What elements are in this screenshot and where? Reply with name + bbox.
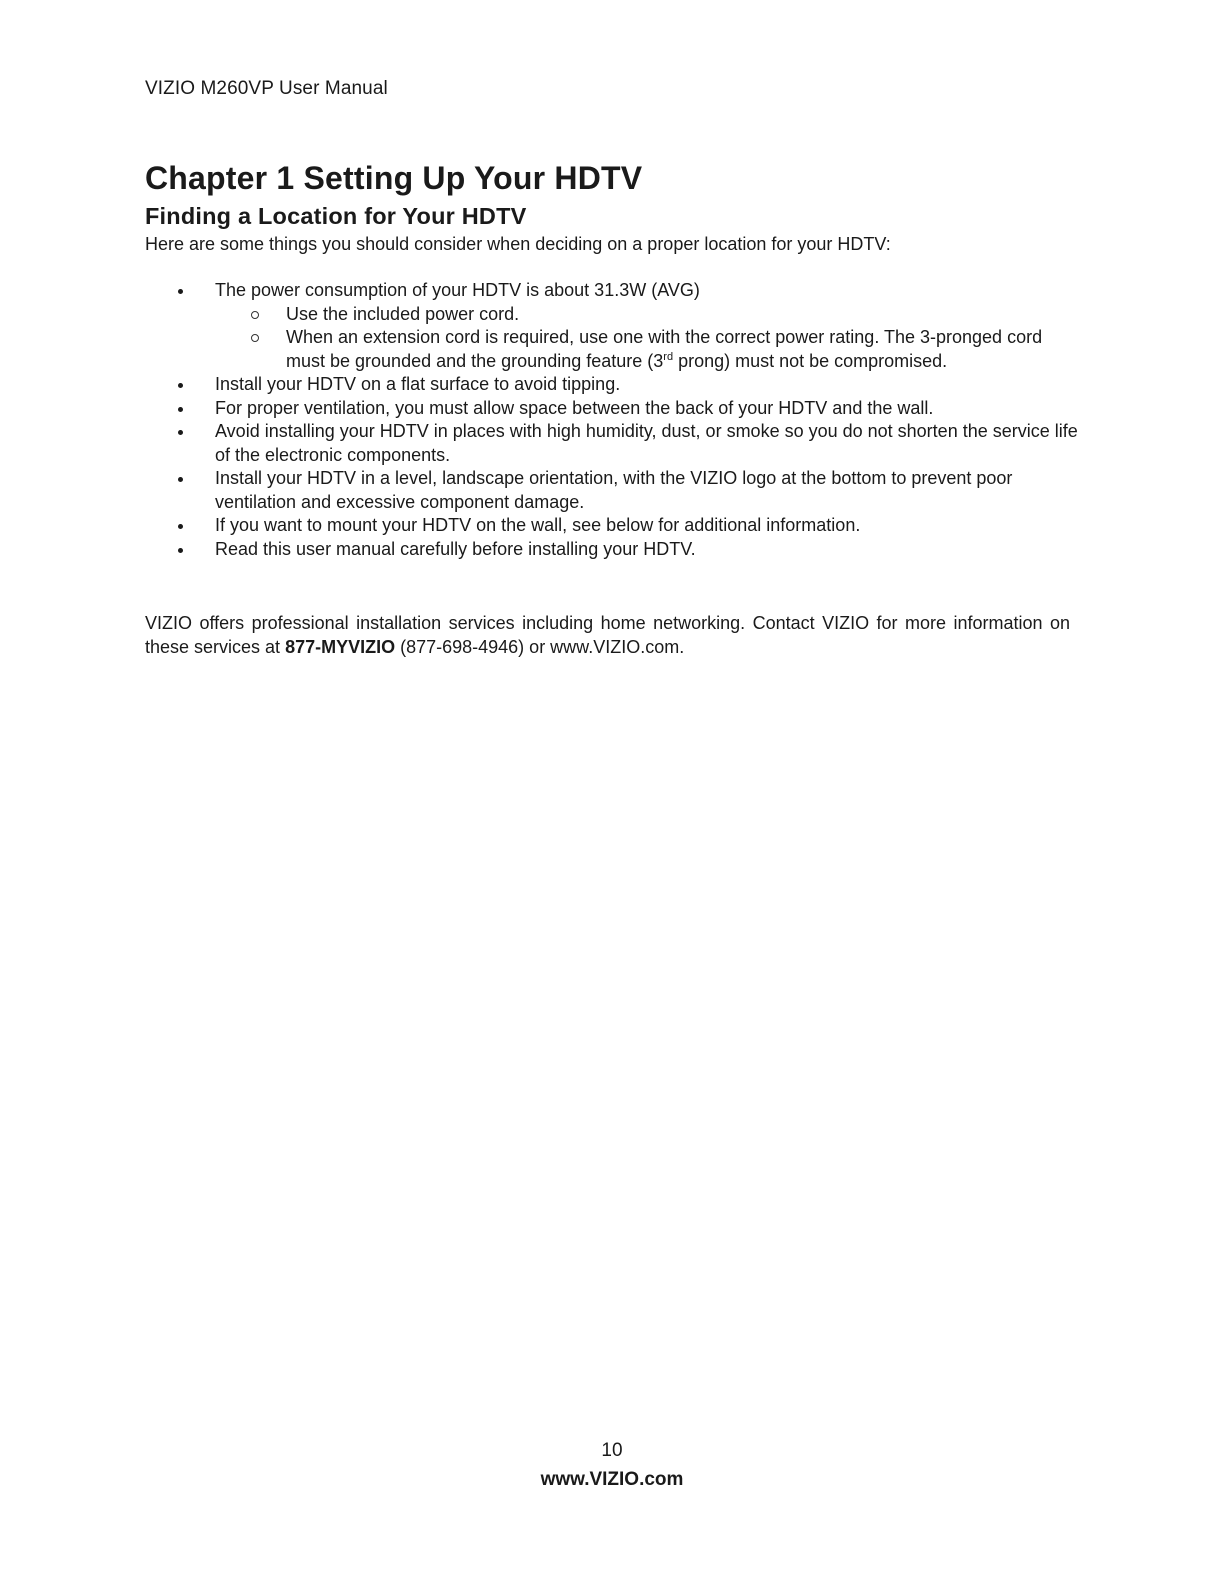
page-header: VIZIO M260VP User Manual — [145, 78, 388, 99]
ordinal-superscript: rd — [663, 350, 674, 363]
list-item-text: Install your HDTV in a level, landscape orientation, with the VIZIO logo at the bottom to prevent poor ventilation and excessive component damage. — [215, 468, 1013, 512]
list-item — [145, 467, 1085, 514]
bullet-icon — [178, 430, 183, 435]
list-item — [145, 397, 1085, 421]
list-item — [145, 538, 1085, 562]
list-item-text: Read this user manual carefully before installing your HDTV. — [215, 538, 696, 559]
list-item-text: Avoid installing your HDTV in places with high humidity, dust, or smoke so you do not shorten the service life of the electronic components. — [215, 421, 1078, 465]
bullet-icon — [178, 407, 183, 412]
closing-text-cont: (877-698-4946) or www.VIZIO.com. — [395, 636, 685, 657]
bullet-icon — [178, 289, 183, 294]
sub-list-item-text: When an extension cord is required, use one with the correct power rating. The 3-pronged cord must be grounded and the grounding feature (3 — [286, 327, 1043, 371]
page-number: 10 — [601, 1440, 623, 1461]
bullet-icon — [178, 477, 183, 482]
bullet-icon — [178, 548, 183, 553]
section-title: Finding a Location for Your HDTV — [145, 203, 527, 229]
list-item — [145, 279, 1085, 373]
list-item-text: The power consumption of your HDTV is about 31.3W (AVG) — [215, 280, 700, 300]
list-item — [145, 514, 1085, 538]
intro-paragraph: Here are some things you should consider when deciding on a proper location for your HDTV: — [145, 234, 891, 254]
hollow-bullet-icon — [251, 334, 259, 342]
closing-text: VIZIO offers professional installation services including home networking. Contact VIZIO for more information on these services at — [145, 613, 1070, 657]
location-considerations-list — [145, 279, 1085, 561]
bullet-icon — [178, 524, 183, 529]
list-item — [145, 420, 1085, 467]
bullet-icon — [178, 383, 183, 388]
sub-list-item-text: Use the included power cord. — [286, 303, 520, 324]
footer-url: www.VIZIO.com — [540, 1469, 684, 1490]
sub-list-item-text-cont: prong) must not be compromised. — [673, 350, 948, 371]
list-item — [145, 373, 1085, 397]
chapter-title: Chapter 1 Setting Up Your HDTV — [145, 160, 643, 196]
list-item-text: For proper ventilation, you must allow space between the back of your HDTV and the wall. — [215, 397, 934, 418]
list-item-text: If you want to mount your HDTV on the wall, see below for additional information. — [215, 515, 861, 535]
sub-list-item — [215, 326, 1085, 373]
phone-number: 877-MYVIZIO — [285, 636, 396, 657]
installation-services-paragraph — [145, 612, 1070, 659]
hollow-bullet-icon — [251, 311, 259, 319]
sub-list-item — [215, 303, 1085, 327]
power-sub-list — [215, 303, 1085, 374]
list-item-text: Install your HDTV on a flat surface to avoid tipping. — [215, 374, 621, 394]
